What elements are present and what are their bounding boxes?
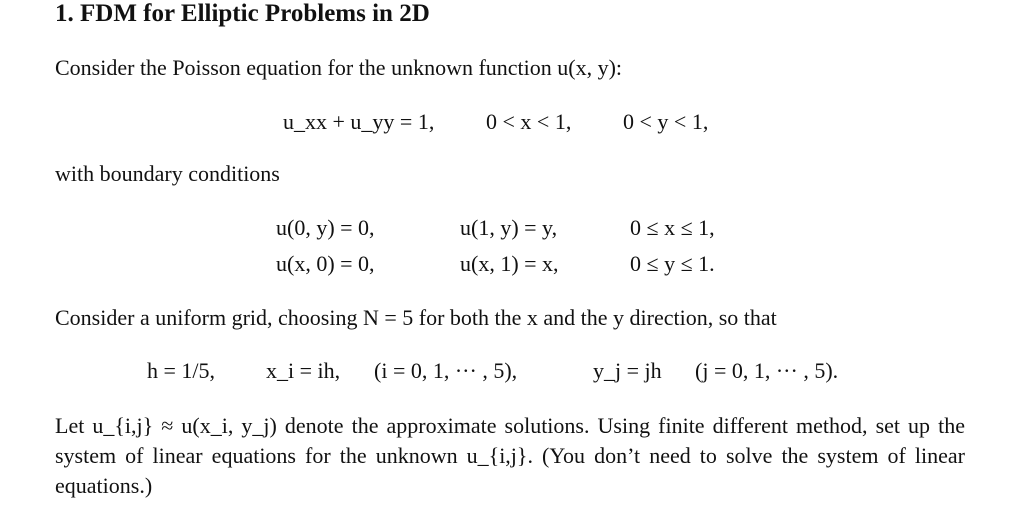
boundary-intro: with boundary conditions xyxy=(55,161,280,186)
bc-right: u(1, y) = y, xyxy=(460,215,558,240)
poisson-domain-y: 0 < y < 1, xyxy=(623,109,709,134)
grid-intro: Consider a uniform grid, choosing N = 5 for both the x and the y direction, so that xyxy=(55,305,777,330)
bc-range-y: 0 ≤ y ≤ 1. xyxy=(630,251,715,276)
poisson-domain-x: 0 < x < 1, xyxy=(486,109,572,134)
grid-y: y_j = jh xyxy=(593,358,662,383)
bc-range-x: 0 ≤ x ≤ 1, xyxy=(630,215,715,240)
poisson-equation: u_xx + u_yy = 1, xyxy=(283,109,435,134)
intro-paragraph: Consider the Poisson equation for the unknown function u(x, y): xyxy=(55,55,623,80)
section-number: 1. xyxy=(55,0,74,27)
grid-i-range: (i = 0, 1, ··· , 5), xyxy=(374,358,518,383)
section-title: FDM for Elliptic Problems in 2D xyxy=(80,0,430,27)
bc-top: u(x, 1) = x, xyxy=(460,251,559,276)
bc-bottom: u(x, 0) = 0, xyxy=(276,251,375,276)
task-paragraph: Let u_{i,j} ≈ u(x_i, y_j) denote the approximate solutions. Using finite different method, set up the system of linear equations for the unknown u_{i,j}. (You don’t need to solve the system of linear equations.) xyxy=(55,413,965,498)
grid-x: x_i = ih, xyxy=(266,358,341,383)
bc-left: u(0, y) = 0, xyxy=(276,215,375,240)
grid-j-range: (j = 0, 1, ··· , 5). xyxy=(695,358,839,383)
section-heading xyxy=(55,0,430,28)
grid-h: h = 1/5, xyxy=(147,358,216,383)
